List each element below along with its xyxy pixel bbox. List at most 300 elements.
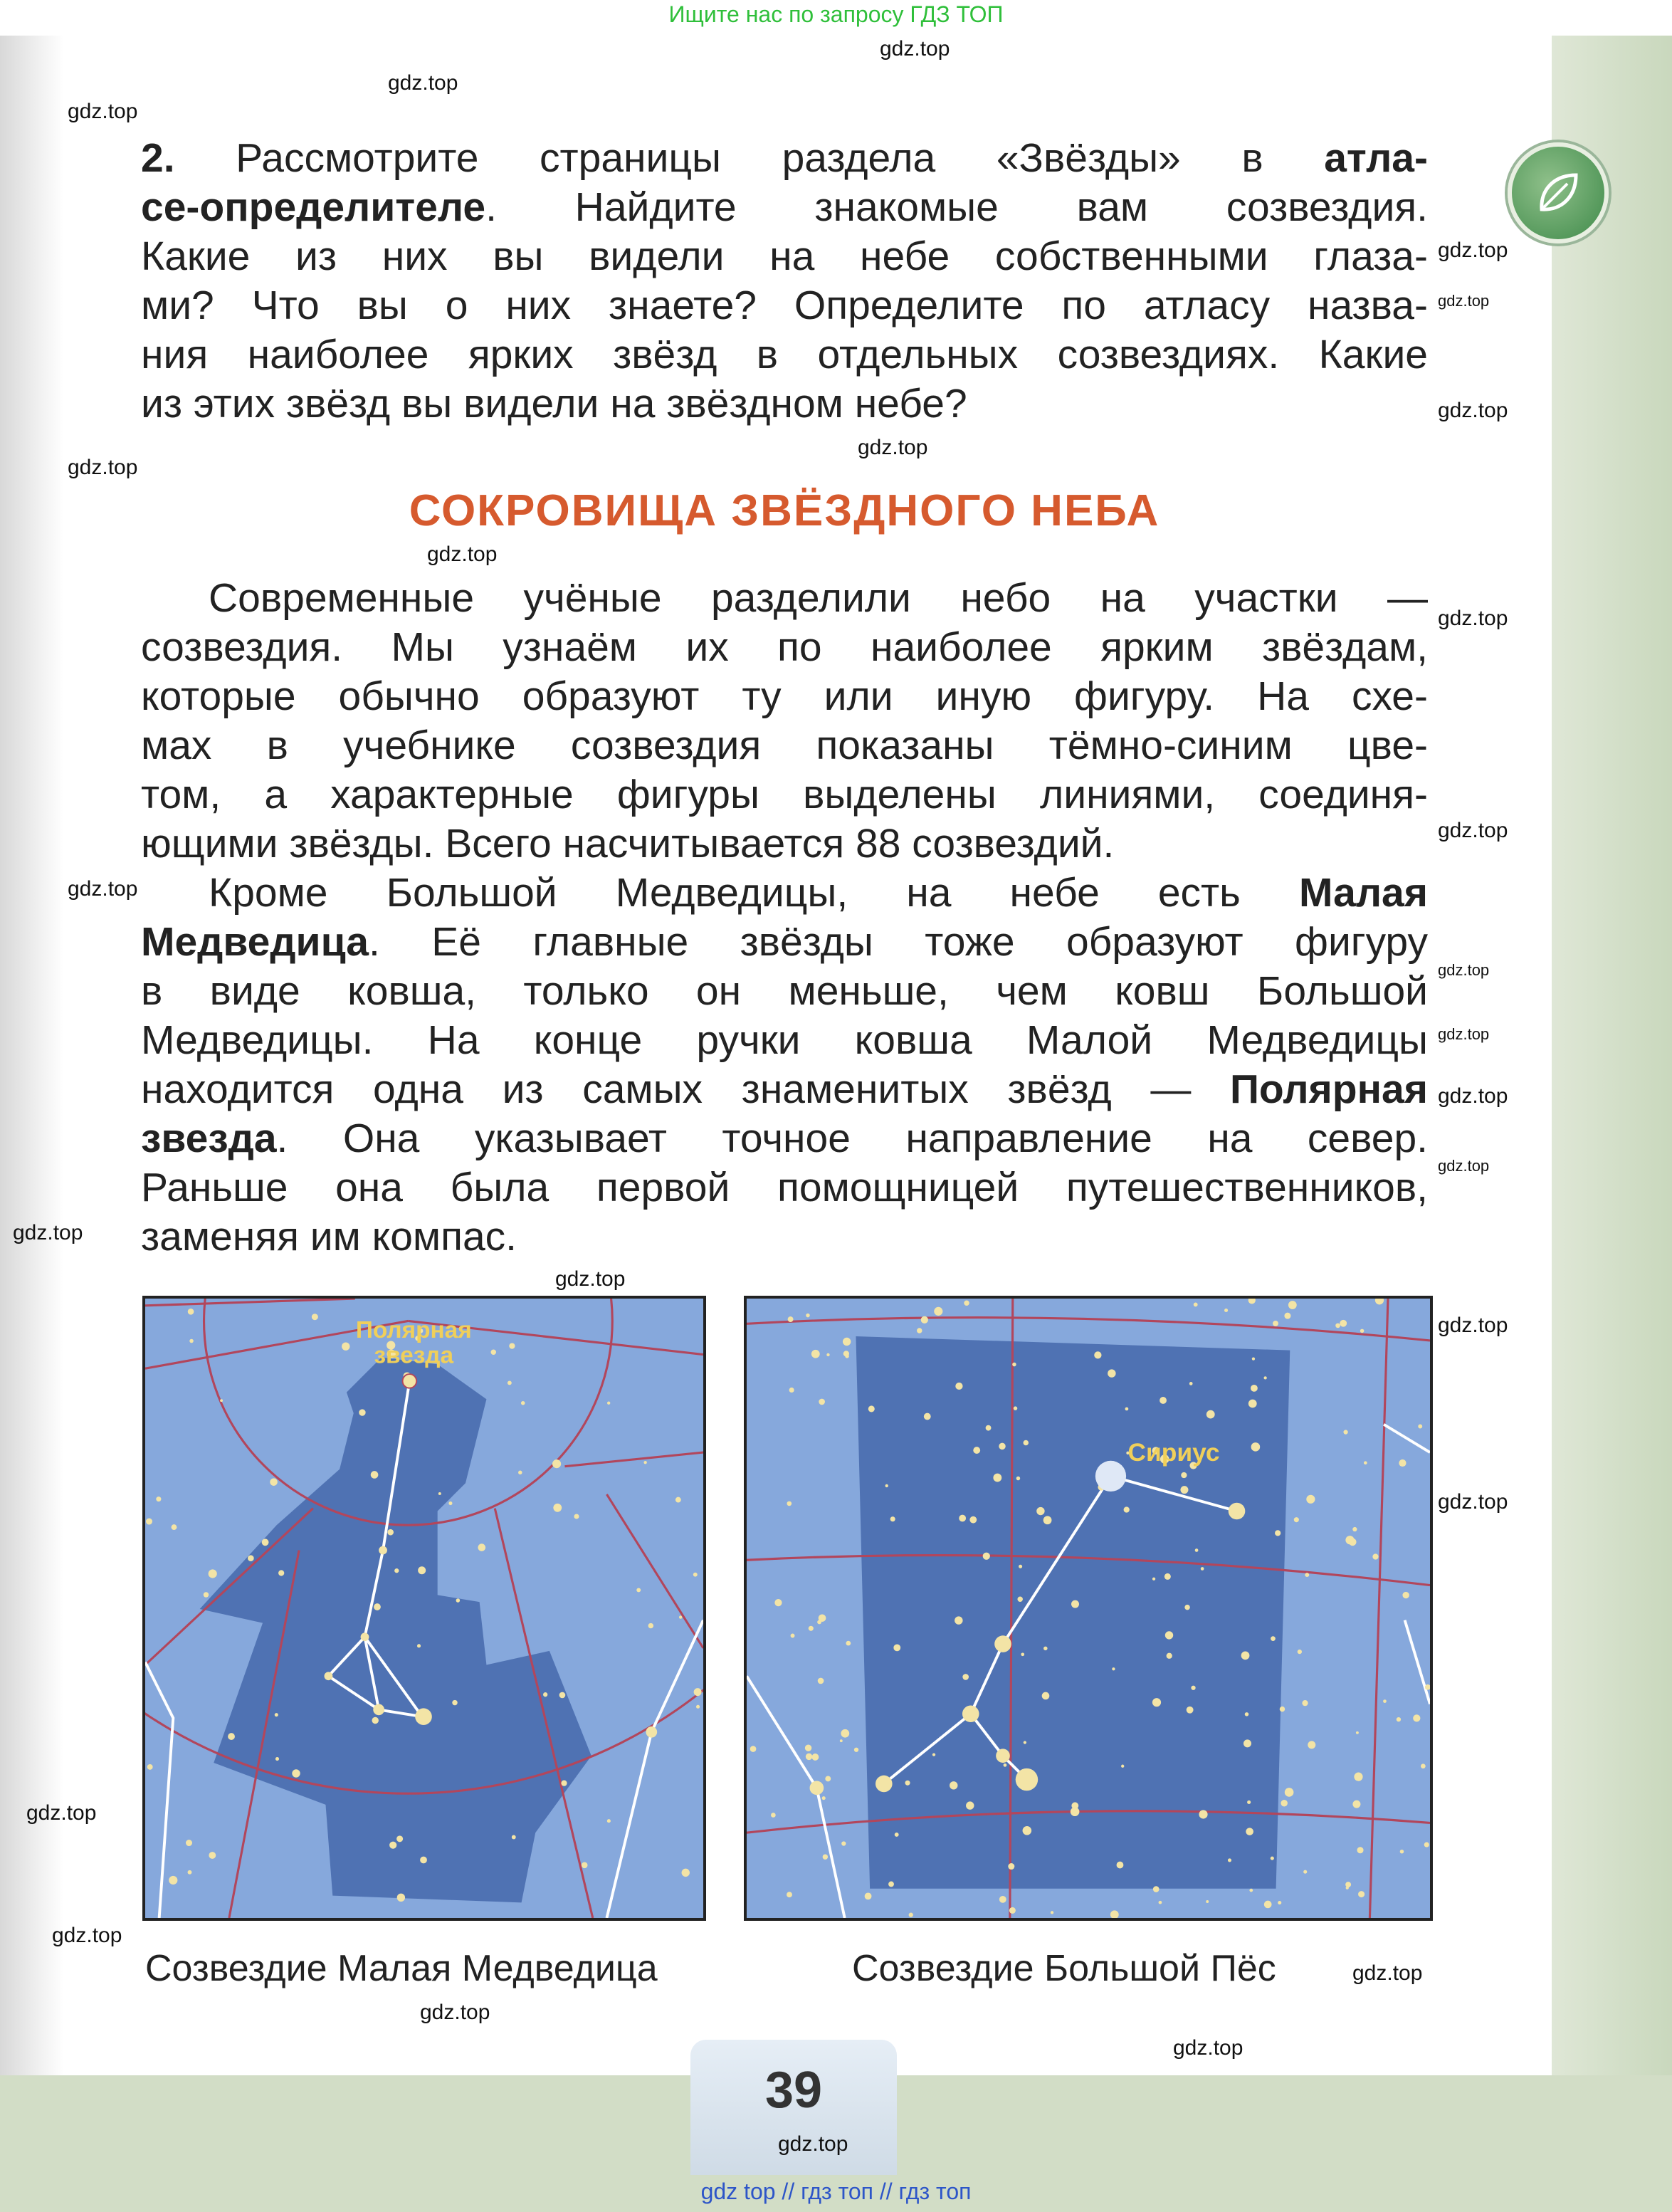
- watermark: gdz.top: [778, 2132, 848, 2156]
- star: [379, 1546, 387, 1555]
- star: [312, 1314, 318, 1320]
- star: [1036, 1507, 1044, 1515]
- star: [843, 1338, 851, 1346]
- star: [508, 1380, 512, 1385]
- star: [452, 1700, 457, 1705]
- star: [1252, 1357, 1255, 1360]
- text-line: [141, 623, 1428, 672]
- star: [1024, 1440, 1029, 1445]
- star: [888, 1882, 894, 1887]
- star: [950, 1781, 957, 1789]
- star: [1152, 1578, 1155, 1581]
- star: [1112, 1667, 1115, 1670]
- star: [1397, 1717, 1401, 1721]
- star: [643, 1461, 646, 1464]
- star: [1016, 1477, 1021, 1480]
- watermark: gdz.top: [427, 542, 498, 566]
- text-segment: заменяя им компас.: [141, 1214, 517, 1259]
- star: [415, 1708, 432, 1725]
- star: [220, 1399, 223, 1402]
- star: [1364, 1461, 1367, 1464]
- text-segment: Раньше она была первой помощницей путешественников,: [141, 1165, 1428, 1210]
- star: [1413, 1714, 1420, 1721]
- star: [787, 1892, 792, 1897]
- star: [868, 1405, 875, 1412]
- star: [811, 1350, 820, 1358]
- star: [1043, 1647, 1048, 1650]
- star: [969, 1516, 977, 1524]
- star: [275, 1757, 279, 1761]
- star: [371, 1471, 379, 1479]
- star: [1201, 1567, 1204, 1571]
- star: [983, 1553, 990, 1560]
- star: [895, 1833, 899, 1837]
- star: [607, 1402, 610, 1405]
- watermark: gdz.top: [1438, 819, 1508, 842]
- star: [787, 1501, 792, 1506]
- text-segment: находится одна из самых знаменитых звёзд —: [141, 1066, 1230, 1112]
- watermark: gdz.top: [420, 2001, 490, 2024]
- star: [1275, 1530, 1281, 1536]
- star: [373, 1704, 384, 1716]
- star: [825, 1776, 831, 1781]
- star: [389, 1842, 396, 1849]
- star: [359, 1409, 365, 1415]
- bold-term: звезда: [141, 1116, 277, 1161]
- text-segment: ния наиболее ярких звёзд в отдельных созвездиях. Какие: [141, 332, 1428, 377]
- map-caption-canis-major: Созвездие Большой Пёс: [852, 1948, 1276, 1989]
- star: [909, 1913, 913, 1917]
- star: [646, 1726, 657, 1738]
- bold-term: 2.: [141, 135, 175, 181]
- star: [1245, 1712, 1249, 1716]
- star: [788, 1316, 794, 1322]
- star: [478, 1543, 485, 1551]
- star: [1247, 1800, 1251, 1804]
- sirius-star: [1095, 1461, 1126, 1492]
- star: [559, 1692, 566, 1699]
- star: [1244, 1739, 1251, 1747]
- star: [696, 1705, 700, 1709]
- watermark: gdz.top: [1438, 399, 1508, 422]
- text-line: [141, 721, 1428, 770]
- star: [826, 1353, 829, 1356]
- watermark: gdz.top: [858, 436, 928, 459]
- star: [819, 1399, 825, 1405]
- star: [962, 1705, 979, 1722]
- star: [1164, 1573, 1171, 1580]
- star: [966, 1801, 974, 1809]
- star: [932, 1753, 935, 1756]
- text-segment: том, а характерные фигуры выделены линиями, соединя-: [141, 772, 1428, 817]
- star: [1125, 1408, 1129, 1411]
- star: [846, 1641, 851, 1646]
- text-line: [141, 1163, 1428, 1212]
- bold-term: Малая: [1298, 870, 1428, 916]
- star: [1228, 1858, 1231, 1862]
- star: [679, 1615, 682, 1618]
- watermark: gdz.top: [26, 1801, 97, 1825]
- star: [1306, 1495, 1315, 1504]
- bold-term: се-определителе: [141, 184, 486, 230]
- star: [964, 1301, 969, 1306]
- star: [822, 1796, 826, 1800]
- star: [209, 1852, 216, 1859]
- bold-term: Медведица: [141, 919, 369, 965]
- star: [999, 1896, 1006, 1903]
- text-line: [141, 1016, 1428, 1065]
- star: [771, 1813, 776, 1818]
- watermark: gdz.top: [1438, 1490, 1508, 1514]
- star: [1251, 1442, 1261, 1452]
- bold-term: Полярная: [1229, 1066, 1428, 1112]
- star: [147, 1764, 153, 1770]
- watermark: gdz.top: [13, 1221, 83, 1244]
- star: [292, 1769, 300, 1777]
- star: [204, 1592, 209, 1597]
- star: [675, 1497, 681, 1503]
- star: [1346, 1887, 1349, 1889]
- star: [1117, 1862, 1124, 1869]
- map-caption-ursa-minor: Созвездие Малая Медведица: [145, 1948, 658, 1989]
- star: [1246, 1828, 1253, 1835]
- text-line: [141, 869, 1428, 918]
- star: [1335, 1323, 1340, 1328]
- map-ursa-minor: [142, 1296, 706, 1921]
- star: [1153, 1886, 1160, 1892]
- watermark: gdz.top: [1438, 239, 1508, 262]
- text-line: [141, 330, 1428, 379]
- star: [1199, 1810, 1207, 1818]
- star: [1195, 1548, 1199, 1552]
- star: [420, 1857, 427, 1864]
- star: [1152, 1698, 1161, 1707]
- star: [448, 1501, 452, 1505]
- star: [172, 1524, 177, 1530]
- watermark: gdz.top: [1352, 1961, 1423, 1985]
- star: [1284, 1313, 1290, 1319]
- star: [1206, 1900, 1209, 1903]
- star: [693, 1573, 698, 1577]
- star: [1298, 1650, 1302, 1654]
- star: [1251, 1385, 1258, 1392]
- star: [1278, 1901, 1281, 1904]
- text-segment: Какие из них вы видели на небе собственными глаза-: [141, 234, 1428, 279]
- watermark: gdz.top: [880, 37, 950, 61]
- star: [1308, 1741, 1315, 1749]
- star: [574, 1514, 579, 1519]
- star: [374, 1603, 381, 1610]
- star: [438, 1492, 441, 1495]
- star: [648, 1623, 653, 1628]
- text-segment: Медведицы. На конце ручки ковша Малой Медведицы: [141, 1017, 1428, 1063]
- star: [156, 1496, 161, 1501]
- star: [1017, 1597, 1022, 1602]
- star: [999, 1443, 1005, 1450]
- text-line: [141, 672, 1428, 721]
- text-segment: ющими звёзды. Всего насчитывается 88 созвездий.: [141, 821, 1115, 866]
- watermark: gdz.top: [1438, 961, 1490, 979]
- star: [189, 1339, 194, 1343]
- text-segment: мах в учебнике созвездия показаны тёмно-синим цве-: [141, 723, 1428, 768]
- star: [809, 1626, 814, 1631]
- bold-term: атла-: [1324, 135, 1428, 181]
- page-gutter: [0, 36, 64, 2075]
- star: [934, 1307, 942, 1316]
- star: [1249, 1889, 1253, 1892]
- star: [1071, 1807, 1080, 1816]
- star: [270, 1478, 278, 1486]
- watermark: gdz.top: [68, 877, 138, 901]
- star: [636, 1588, 641, 1593]
- star: [418, 1566, 426, 1574]
- text-segment: которые обычно образуют ту или иную фигуру. На схе-: [141, 673, 1428, 719]
- star: [1094, 1351, 1101, 1358]
- star: [1121, 1765, 1124, 1768]
- star: [1009, 1907, 1016, 1914]
- star: [1108, 1369, 1115, 1377]
- text-segment: Кроме Большой Медведицы, на небе есть: [209, 870, 1299, 916]
- watermark: gdz.top: [1438, 1157, 1490, 1175]
- star: [1418, 1425, 1422, 1429]
- watermark: gdz.top: [1438, 607, 1508, 630]
- star: [917, 1328, 922, 1333]
- star: [188, 1870, 192, 1875]
- text-segment: . Её главные звёзды тоже образуют фигуру: [369, 919, 1428, 965]
- star: [893, 1644, 900, 1651]
- star: [417, 1644, 421, 1647]
- star: [209, 1569, 217, 1578]
- star: [962, 1674, 969, 1680]
- text-segment: . Она указывает точное направление на север.: [276, 1116, 1428, 1161]
- star: [1424, 1843, 1429, 1847]
- star: [361, 1632, 369, 1641]
- star: [512, 1835, 516, 1840]
- star: [1224, 1309, 1228, 1312]
- text-line: [141, 281, 1428, 330]
- star: [921, 1316, 928, 1323]
- star: [959, 1515, 966, 1522]
- star: [146, 1519, 152, 1525]
- star: [1273, 1321, 1278, 1326]
- watermark: gdz.top: [1438, 1025, 1490, 1043]
- star: [1305, 1573, 1309, 1577]
- star: [774, 1599, 782, 1606]
- star: [818, 1678, 824, 1684]
- text-line: [141, 379, 1428, 429]
- star: [865, 1892, 872, 1899]
- top-search-link[interactable]: Ищите нас по запросу ГДЗ ТОП: [668, 1, 1004, 27]
- star: [890, 1516, 895, 1521]
- star: [1194, 1302, 1198, 1306]
- star: [1343, 1430, 1347, 1434]
- star: [1383, 1699, 1387, 1703]
- text-line: [141, 183, 1428, 232]
- star: [1285, 1788, 1294, 1797]
- star: [1051, 1911, 1053, 1914]
- star: [854, 1748, 858, 1752]
- star: [1167, 1653, 1172, 1659]
- star: [1421, 1763, 1426, 1768]
- star: [397, 1894, 405, 1902]
- text-line: [141, 1065, 1428, 1114]
- star: [325, 1672, 333, 1680]
- star: [1356, 1731, 1359, 1734]
- watermark: gdz.top: [1438, 292, 1490, 310]
- star: [1160, 1397, 1167, 1404]
- star: [1206, 1410, 1215, 1419]
- star: [1345, 1882, 1351, 1887]
- star: [1303, 1870, 1307, 1874]
- star: [791, 1634, 795, 1638]
- star: [682, 1869, 690, 1877]
- star: [1180, 1486, 1188, 1494]
- body-text: [141, 574, 1428, 1262]
- star: [553, 1504, 562, 1512]
- watermark: gdz.top: [68, 100, 138, 123]
- star: [1360, 1329, 1365, 1333]
- star: [986, 1425, 992, 1431]
- star: [955, 1383, 962, 1390]
- star: [262, 1539, 269, 1546]
- star: [1012, 1363, 1016, 1366]
- star: [1294, 1517, 1299, 1522]
- text-line: [141, 134, 1428, 183]
- star: [1358, 1891, 1365, 1897]
- star: [582, 1862, 588, 1868]
- star: [1004, 1763, 1007, 1767]
- star: [1241, 1651, 1250, 1660]
- text-line: [141, 770, 1428, 819]
- star: [607, 1819, 611, 1823]
- text-segment: из этих звёзд вы видели на звёздном небе?: [141, 381, 967, 426]
- star: [811, 1754, 819, 1761]
- star: [823, 1854, 828, 1859]
- star: [1016, 1768, 1038, 1791]
- star: [810, 1781, 824, 1796]
- star: [1357, 1847, 1364, 1853]
- star: [1189, 1382, 1193, 1385]
- star: [876, 1776, 893, 1793]
- star: [228, 1733, 235, 1740]
- task-2-text: [141, 134, 1428, 429]
- star: [1184, 1605, 1189, 1610]
- star: [1402, 1592, 1409, 1598]
- star: [1187, 1707, 1194, 1714]
- star: [1372, 1553, 1378, 1559]
- star: [543, 1692, 547, 1697]
- star: [806, 1754, 812, 1760]
- text-line: [141, 1212, 1428, 1262]
- watermark: gdz.top: [52, 1924, 122, 1947]
- star: [1191, 1686, 1195, 1690]
- star: [1021, 1652, 1024, 1656]
- star: [1340, 1320, 1347, 1327]
- star: [805, 1744, 811, 1751]
- star: [521, 1401, 525, 1405]
- star: [1248, 1400, 1257, 1408]
- star: [841, 1841, 846, 1845]
- text-segment: созвездия. Мы узнаём их по наиболее ярким звёздам,: [141, 624, 1428, 670]
- leaf-icon: [1508, 142, 1609, 243]
- text-segment: Рассмотрите страницы раздела «Звёзды» в: [174, 135, 1325, 181]
- bottom-links[interactable]: gdz top // гдз топ // гдз топ: [700, 2179, 972, 2204]
- star: [1229, 1503, 1246, 1520]
- star: [1043, 1516, 1052, 1524]
- watermark: gdz.top: [555, 1267, 626, 1291]
- decorative-leaf-strip: [1552, 36, 1672, 2079]
- star: [1288, 1301, 1297, 1309]
- star: [561, 1781, 567, 1786]
- text-line: [141, 232, 1428, 281]
- star: [1014, 1406, 1018, 1410]
- star: [955, 1616, 962, 1624]
- star: [1008, 1863, 1014, 1870]
- star: [1019, 1565, 1022, 1568]
- star: [186, 1840, 192, 1846]
- star: [789, 1388, 794, 1393]
- text-line: [141, 1114, 1428, 1163]
- star: [841, 1729, 849, 1738]
- watermark: gdz.top: [388, 71, 458, 95]
- star: [169, 1876, 177, 1885]
- star: [840, 1739, 843, 1742]
- star: [1181, 1472, 1187, 1478]
- star: [1023, 1826, 1032, 1835]
- star: [1352, 1527, 1357, 1531]
- star: [1399, 1459, 1406, 1467]
- star: [248, 1555, 254, 1561]
- star: [188, 1309, 194, 1315]
- text-segment: в виде ковша, только он меньше, чем ковш Большой: [141, 968, 1428, 1014]
- star: [456, 1598, 461, 1602]
- star: [394, 1568, 399, 1573]
- text-line: [141, 967, 1428, 1016]
- star: [1345, 1536, 1354, 1544]
- star: [518, 1471, 522, 1474]
- polaris-label-1: Полярная: [355, 1316, 472, 1343]
- star: [885, 1484, 888, 1487]
- star: [372, 1717, 379, 1724]
- star: [1271, 1636, 1276, 1641]
- star: [396, 1835, 403, 1842]
- star: [1042, 1692, 1050, 1700]
- map-canis-major: [744, 1296, 1433, 1921]
- star: [1352, 1800, 1360, 1808]
- star: [1280, 1707, 1285, 1712]
- star: [1159, 1901, 1162, 1904]
- star: [278, 1570, 284, 1576]
- star: [1024, 1741, 1026, 1744]
- star: [924, 1413, 931, 1420]
- star: [342, 1342, 349, 1350]
- text-segment: ми? Что вы о них знаете? Определите по атласу назва-: [141, 283, 1428, 328]
- watermark: gdz.top: [68, 456, 138, 479]
- star: [1071, 1600, 1079, 1608]
- text-segment: Современные учёные разделили небо на участки —: [209, 575, 1428, 621]
- star: [806, 1314, 810, 1317]
- text-segment: . Найдите знакомые вам созвездия.: [485, 184, 1428, 230]
- star: [1271, 1857, 1274, 1860]
- star: [993, 1474, 1001, 1482]
- star: [1302, 1700, 1308, 1706]
- star: [1354, 1773, 1362, 1781]
- star: [1263, 1376, 1266, 1379]
- watermark: gdz.top: [1438, 1314, 1508, 1337]
- star: [1400, 1850, 1404, 1853]
- sirius-label: Сириус: [1127, 1438, 1220, 1467]
- star: [819, 1614, 826, 1622]
